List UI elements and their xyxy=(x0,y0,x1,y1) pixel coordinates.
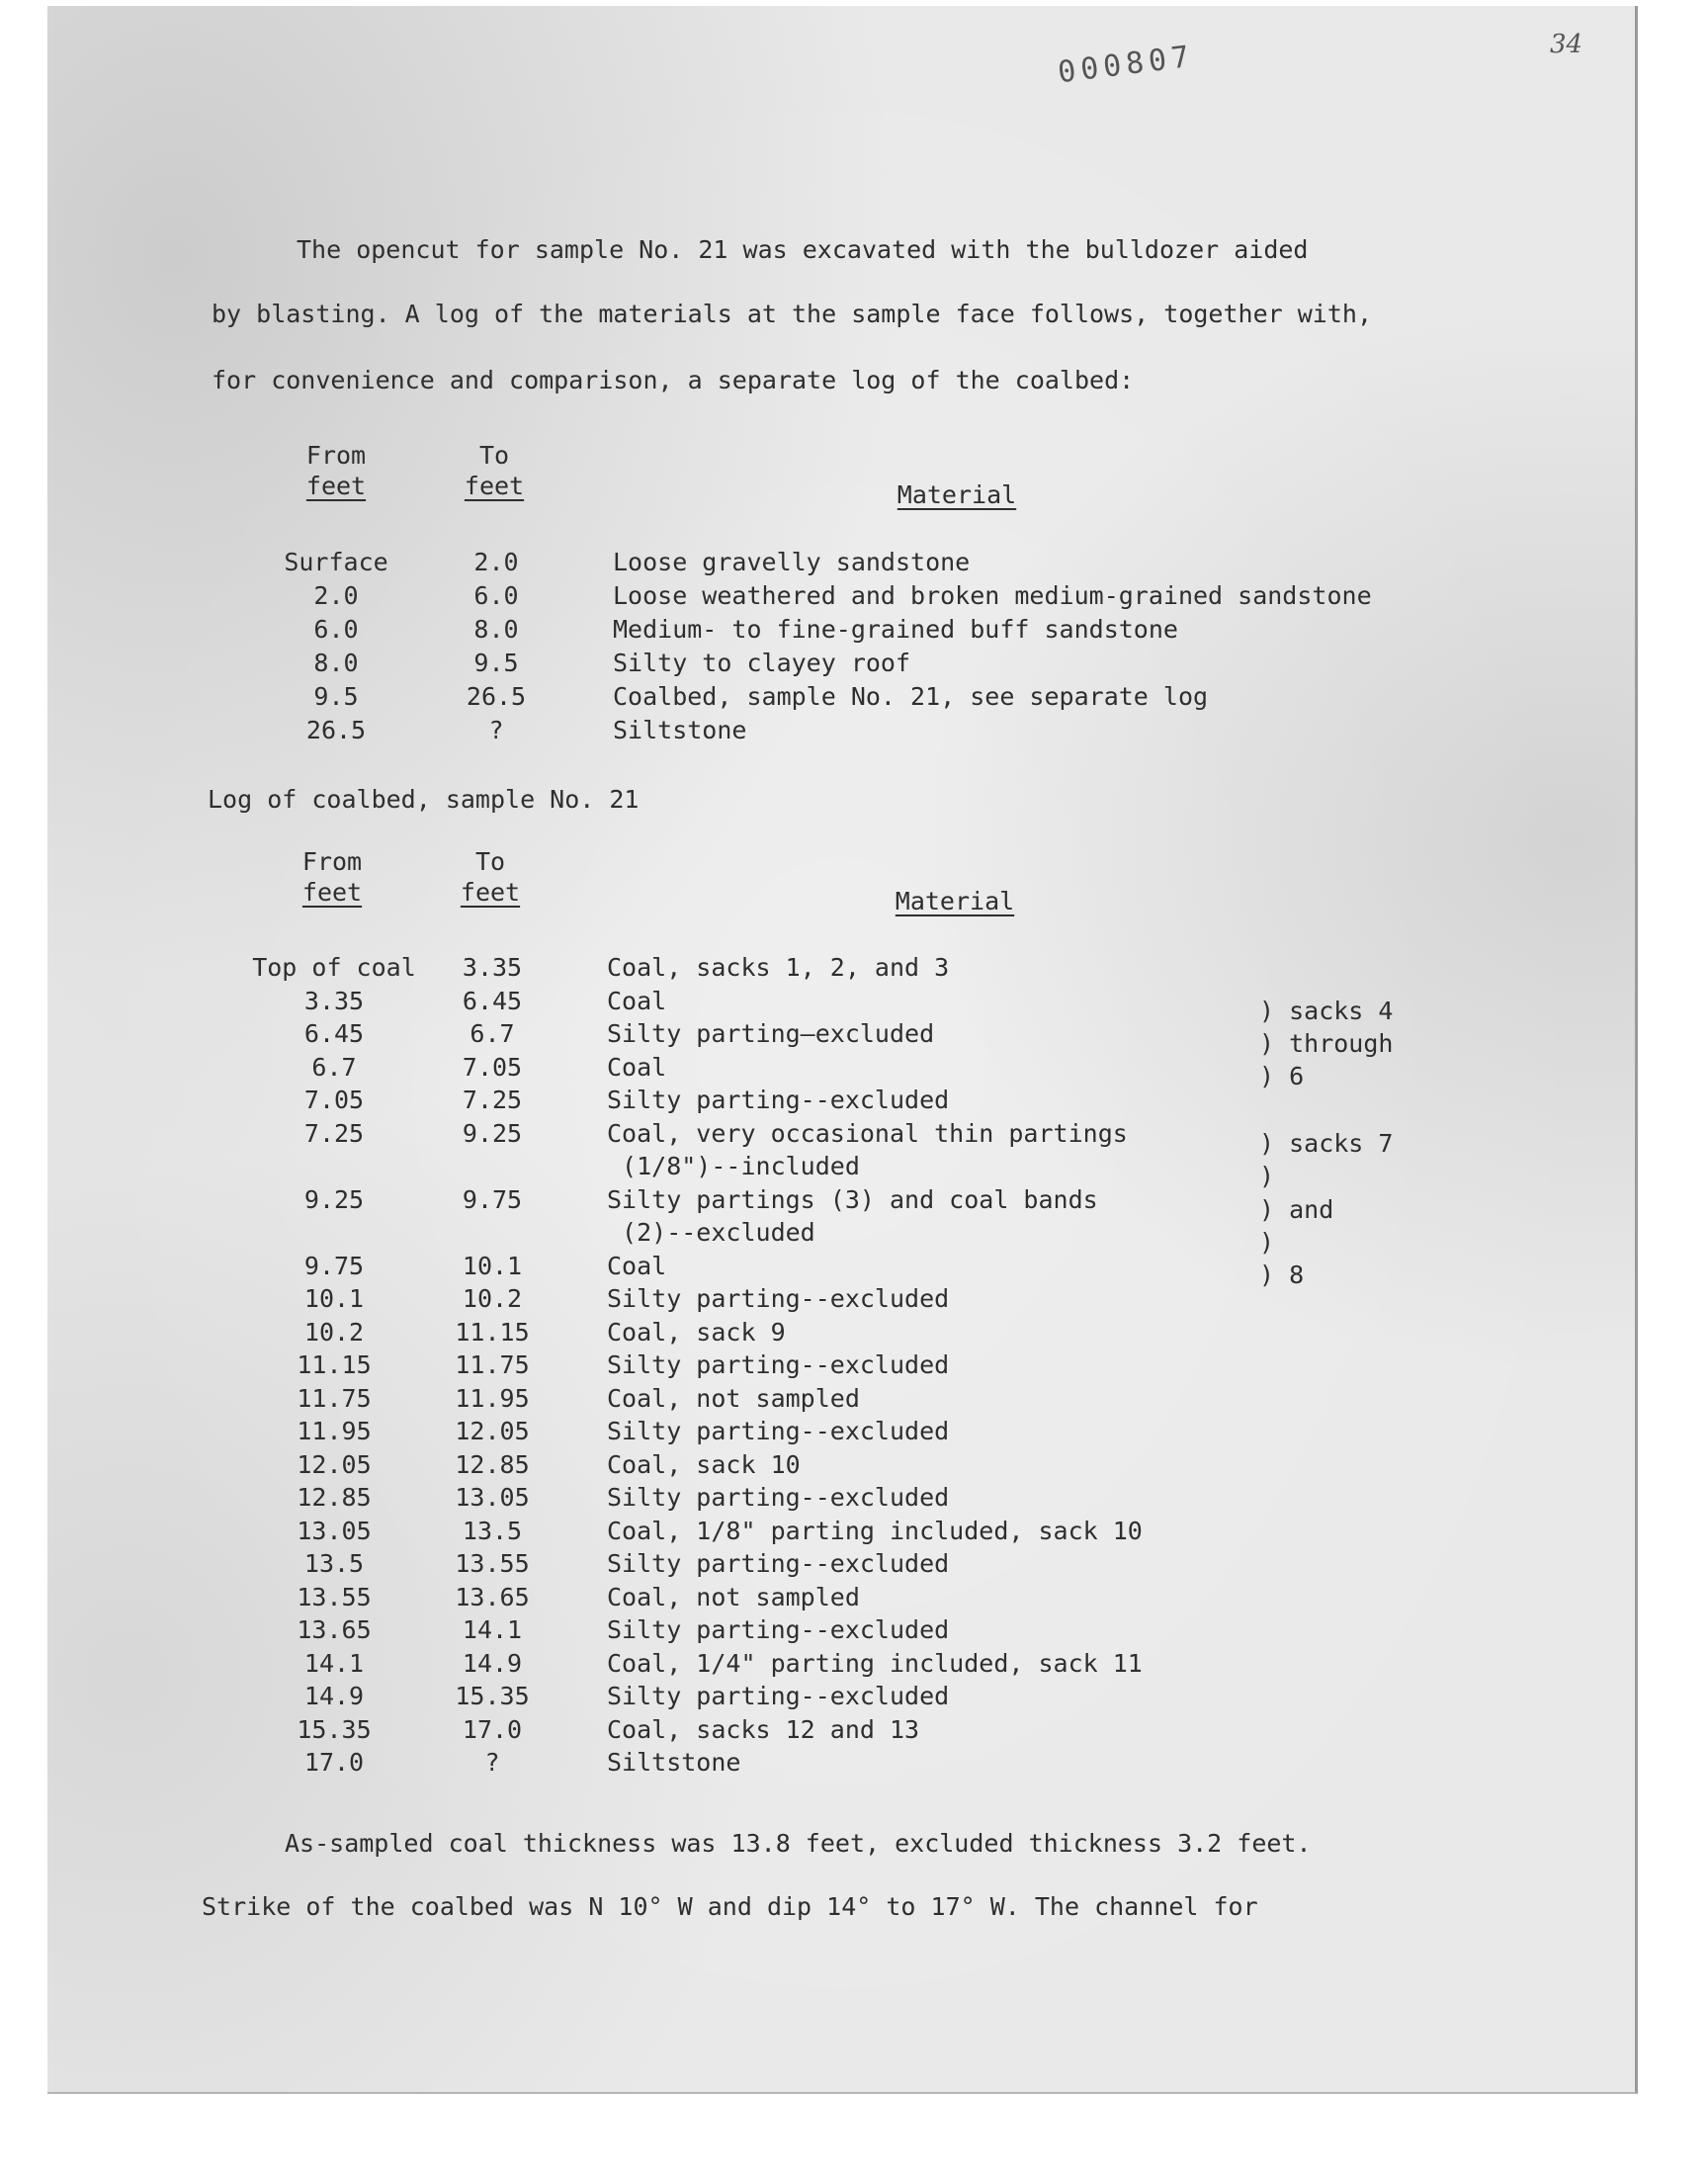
from-cell: 12.05 xyxy=(297,1449,372,1479)
material-cell: Siltstone xyxy=(613,716,747,744)
from-cell: 9.75 xyxy=(303,1251,365,1280)
from-cell: 7.05 xyxy=(303,1086,365,1114)
material-cell: Silty parting--excluded xyxy=(607,1086,950,1114)
material-header-label: Material xyxy=(895,887,1015,915)
material-cell: Silty parting--excluded xyxy=(607,1615,950,1644)
to-cell: 11.15 xyxy=(455,1317,530,1347)
to-header xyxy=(441,847,540,907)
bracket-note: ) sacks 7 xyxy=(1259,1129,1394,1158)
from-header xyxy=(277,441,395,500)
from-cell: 6.0 xyxy=(313,615,359,644)
from-cell: 11.15 xyxy=(297,1350,372,1379)
to-cell: 13.65 xyxy=(455,1582,530,1611)
to-cell: 3.35 xyxy=(462,953,523,982)
from-cell: 2.0 xyxy=(313,581,359,610)
material-cell: (2)--excluded xyxy=(607,1218,815,1247)
to-cell: 15.35 xyxy=(455,1682,530,1710)
closing-line: Strike of the coalbed was N 10° W and dip 14° to 17° W. The channel for xyxy=(202,1892,1258,1921)
material-cell: Silty parting--excluded xyxy=(607,1417,950,1445)
to-cell: ? xyxy=(484,1748,500,1777)
material-cell: Coal xyxy=(607,1052,667,1082)
to-cell: 10.1 xyxy=(462,1251,523,1280)
to-cell: 12.85 xyxy=(455,1449,530,1479)
material-cell: Coal, sacks 12 and 13 xyxy=(607,1714,920,1744)
to-header xyxy=(445,441,544,500)
material-cell: Silty parting--excluded xyxy=(607,1350,950,1379)
bracket-note: ) 6 xyxy=(1259,1062,1305,1090)
from-cell: 14.9 xyxy=(303,1682,365,1710)
from-cell: 15.35 xyxy=(297,1714,372,1744)
document-number-stamp: 000807 xyxy=(1056,39,1196,91)
from-cell: 14.1 xyxy=(303,1648,365,1678)
from-header-top: From xyxy=(301,847,363,876)
material-cell: Coal, 1/8" parting included, sack 10 xyxy=(607,1516,1143,1545)
material-cell: Siltstone xyxy=(607,1748,741,1777)
from-cell: 13.65 xyxy=(297,1615,372,1644)
material-cell: Medium- to fine-grained buff sandstone xyxy=(613,615,1178,644)
to-cell: 11.75 xyxy=(455,1350,530,1379)
bracket-note: ) xyxy=(1259,1228,1275,1257)
bracket-note: ) xyxy=(1259,1162,1275,1190)
material-cell: Silty parting--excluded xyxy=(607,1549,950,1578)
coalbed-log-title: Log of coalbed, sample No. 21 xyxy=(208,785,640,814)
bracket-note: ) sacks 4 xyxy=(1259,997,1394,1025)
material-cell: Silty partings (3) and coal bands xyxy=(607,1184,1098,1214)
to-cell: 13.05 xyxy=(455,1483,530,1512)
material-cell: Coal, sacks 1, 2, and 3 xyxy=(607,953,950,982)
from-cell: 17.0 xyxy=(303,1748,365,1777)
to-header-bottom: feet xyxy=(460,878,521,907)
to-cell: 26.5 xyxy=(466,682,527,711)
from-cell: 12.85 xyxy=(297,1483,372,1512)
from-cell: 8.0 xyxy=(313,649,359,677)
to-cell: 6.45 xyxy=(462,986,523,1015)
to-cell: 8.0 xyxy=(473,615,519,644)
material-cell: Silty parting--excluded xyxy=(607,1682,950,1710)
from-cell: 10.1 xyxy=(303,1284,365,1313)
material-cell: Silty parting--excluded xyxy=(607,1284,950,1313)
material-cell: Coal xyxy=(607,1251,667,1280)
to-cell: 6.7 xyxy=(470,1019,515,1048)
material-cell: Silty to clayey roof xyxy=(613,649,911,677)
from-cell: 10.2 xyxy=(303,1317,365,1347)
to-cell: 14.1 xyxy=(462,1615,523,1644)
from-header-top: From xyxy=(305,441,367,470)
to-cell: ? xyxy=(488,716,504,744)
from-header-bottom: feet xyxy=(305,472,367,500)
to-cell: 9.5 xyxy=(473,649,519,677)
material-cell: Loose gravelly sandstone xyxy=(613,548,971,576)
to-cell: 13.55 xyxy=(455,1549,530,1578)
from-cell: 9.5 xyxy=(313,682,359,711)
to-cell: 9.75 xyxy=(462,1184,523,1214)
material-cell: (1/8")--included xyxy=(607,1152,860,1180)
from-header-bottom: feet xyxy=(301,878,363,907)
material-cell: Loose weathered and broken medium-grained sandstone xyxy=(613,581,1372,610)
to-header-bottom: feet xyxy=(464,472,525,500)
from-cell: 13.55 xyxy=(297,1582,372,1611)
closing-line: As-sampled coal thickness was 13.8 feet, excluded thickness 3.2 feet. xyxy=(285,1829,1312,1858)
material-cell: Coalbed, sample No. 21, see separate log xyxy=(613,682,1209,711)
from-cell: 26.5 xyxy=(305,716,367,744)
to-cell: 6.0 xyxy=(473,581,519,610)
material-cell: Coal, sack 10 xyxy=(607,1449,801,1479)
material-header-label: Material xyxy=(897,480,1017,509)
to-cell: 13.5 xyxy=(462,1516,523,1545)
material-cell: Coal, 1/4" parting included, sack 11 xyxy=(607,1648,1143,1678)
to-cell: 11.95 xyxy=(455,1383,530,1413)
to-cell: 10.2 xyxy=(462,1284,523,1313)
from-header xyxy=(273,847,391,907)
material-cell: Coal, not sampled xyxy=(607,1582,860,1611)
to-cell: 7.25 xyxy=(462,1086,523,1114)
from-cell: 11.95 xyxy=(297,1417,372,1445)
to-header-top: To xyxy=(478,441,510,470)
from-cell: 7.25 xyxy=(303,1118,365,1148)
intro-line: The opencut for sample No. 21 was excavated with the bulldozer aided xyxy=(297,235,1309,264)
document-page xyxy=(47,6,1638,2094)
from-cell: 9.25 xyxy=(303,1184,365,1214)
material-cell: Silty parting—excluded xyxy=(607,1019,935,1048)
to-cell: 2.0 xyxy=(473,548,519,576)
to-cell: 9.25 xyxy=(462,1118,523,1148)
from-cell: 6.45 xyxy=(303,1019,365,1048)
material-cell: Coal, very occasional thin partings xyxy=(607,1118,1128,1148)
to-cell: 12.05 xyxy=(455,1417,530,1445)
to-cell: 7.05 xyxy=(462,1052,523,1082)
from-cell: 6.7 xyxy=(311,1052,357,1082)
bracket-note: ) and xyxy=(1259,1195,1334,1224)
material-cell: Coal xyxy=(607,986,667,1015)
intro-line: for convenience and comparison, a separate log of the coalbed: xyxy=(212,366,1135,394)
material-header xyxy=(836,887,1073,915)
to-header-top: To xyxy=(474,847,506,876)
material-cell: Coal, not sampled xyxy=(607,1383,860,1413)
from-cell: 13.5 xyxy=(303,1549,365,1578)
bracket-note: ) 8 xyxy=(1259,1261,1305,1289)
page-number: 34 xyxy=(1550,30,1583,59)
to-cell: 14.9 xyxy=(462,1648,523,1678)
from-cell: 13.05 xyxy=(297,1516,372,1545)
material-header xyxy=(838,480,1075,509)
material-cell: Coal, sack 9 xyxy=(607,1317,786,1347)
from-cell: Top of coal xyxy=(252,953,416,982)
to-cell: 17.0 xyxy=(462,1714,523,1744)
material-cell: Silty parting--excluded xyxy=(607,1483,950,1512)
bracket-note: ) through xyxy=(1259,1029,1394,1058)
from-cell: Surface xyxy=(284,548,388,576)
from-cell: 3.35 xyxy=(303,986,365,1015)
intro-line: by blasting. A log of the materials at the sample face follows, together with, xyxy=(212,300,1372,328)
from-cell: 11.75 xyxy=(297,1383,372,1413)
